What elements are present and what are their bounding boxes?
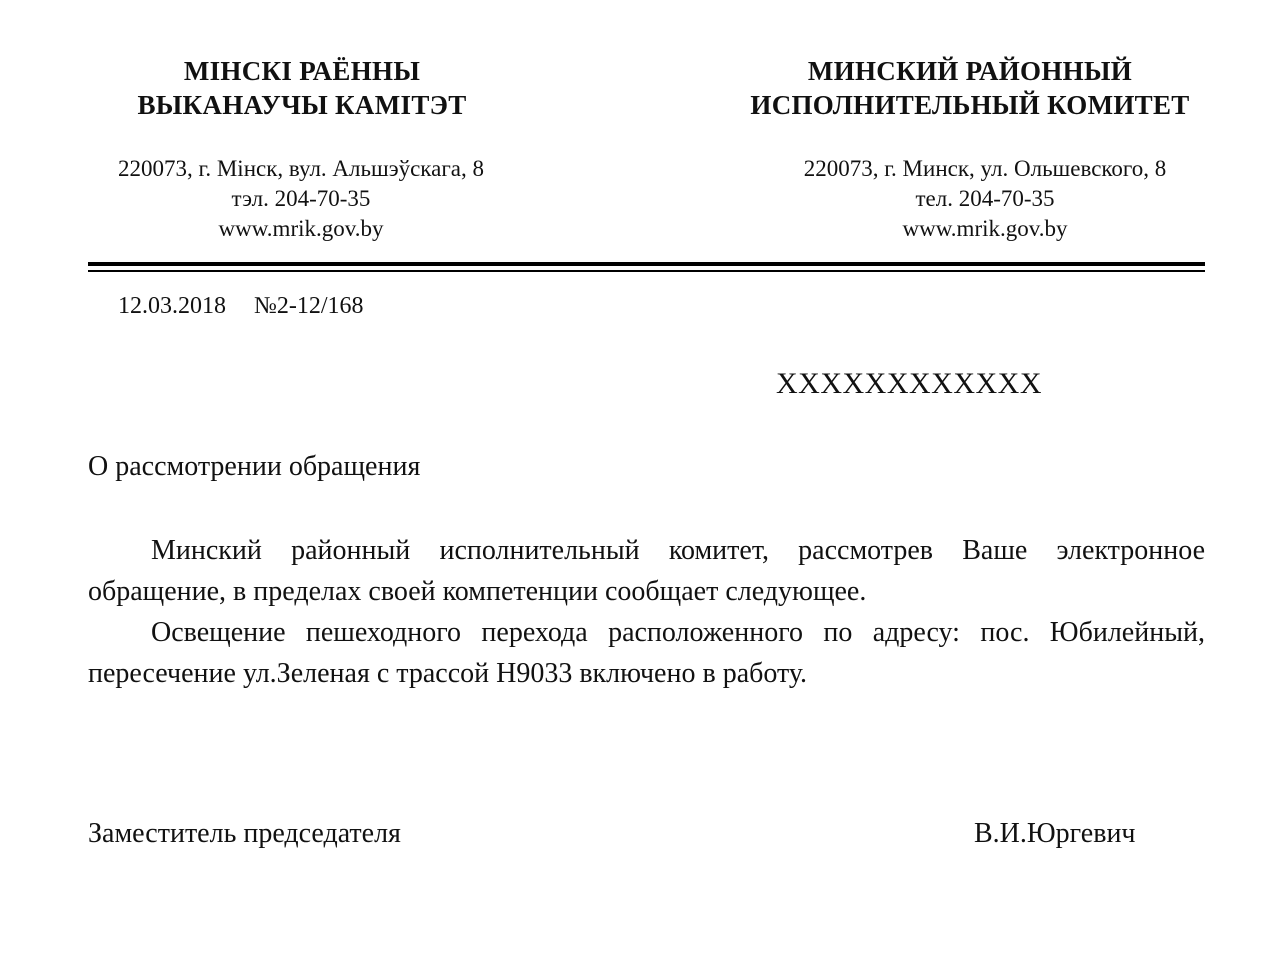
addressee: ХХХХХХХХХХХХ: [776, 367, 1042, 400]
letter-subject: О рассмотрении обращения: [88, 451, 421, 482]
letterhead-address-be: [86, 154, 516, 244]
letterhead-title-be-line-1: МІНСКІ РАЁННЫ: [183, 56, 421, 86]
letterhead-title-ru-line-2: ИСПОЛНИТЕЛЬНЫЙ КОМИТЕТ: [750, 90, 1190, 120]
letterhead-title-ru: [730, 54, 1210, 122]
letterhead-divider-thin: [88, 270, 1205, 272]
body-paragraph-2: Освещение пешеходного перехода расположенного по адресу: пос. Юбилейный, пересечение ул.Зеленая с трассой Н9033 включено в работу.: [88, 617, 1205, 689]
address-be-street: 220073, г. Мінск, вул. Альшэўскага, 8: [118, 156, 484, 181]
document-number: №2-12/168: [254, 293, 364, 319]
letterhead-title-be: [88, 54, 516, 122]
letterhead-address-ru: [760, 154, 1210, 244]
document-reference: [118, 291, 364, 321]
body-paragraph-1: Минский районный исполнительный комитет, рассмотрев Ваше электронное обращение, в пределах своей компетенции сообщает следующее.: [88, 535, 1205, 607]
signatory-title: Заместитель председателя: [88, 818, 401, 849]
document-date: 12.03.2018: [118, 293, 226, 319]
letterhead-title-ru-line-1: МИНСКИЙ РАЙОННЫЙ: [807, 56, 1133, 86]
address-ru-street: 220073, г. Минск, ул. Ольшевского, 8: [803, 156, 1167, 181]
address-be-phone: тэл. 204-70-35: [231, 186, 371, 211]
address-be-website: www.mrik.gov.by: [218, 216, 384, 241]
letterhead-title-be-line-2: ВЫКАНАУЧЫ КАМІТЭТ: [137, 90, 467, 120]
signatory-name: В.И.Юргевич: [974, 818, 1136, 849]
address-ru-website: www.mrik.gov.by: [902, 216, 1068, 241]
letter-body: [88, 530, 1205, 694]
address-ru-phone: тел. 204-70-35: [915, 186, 1055, 211]
letterhead-divider-thick: [88, 262, 1205, 266]
